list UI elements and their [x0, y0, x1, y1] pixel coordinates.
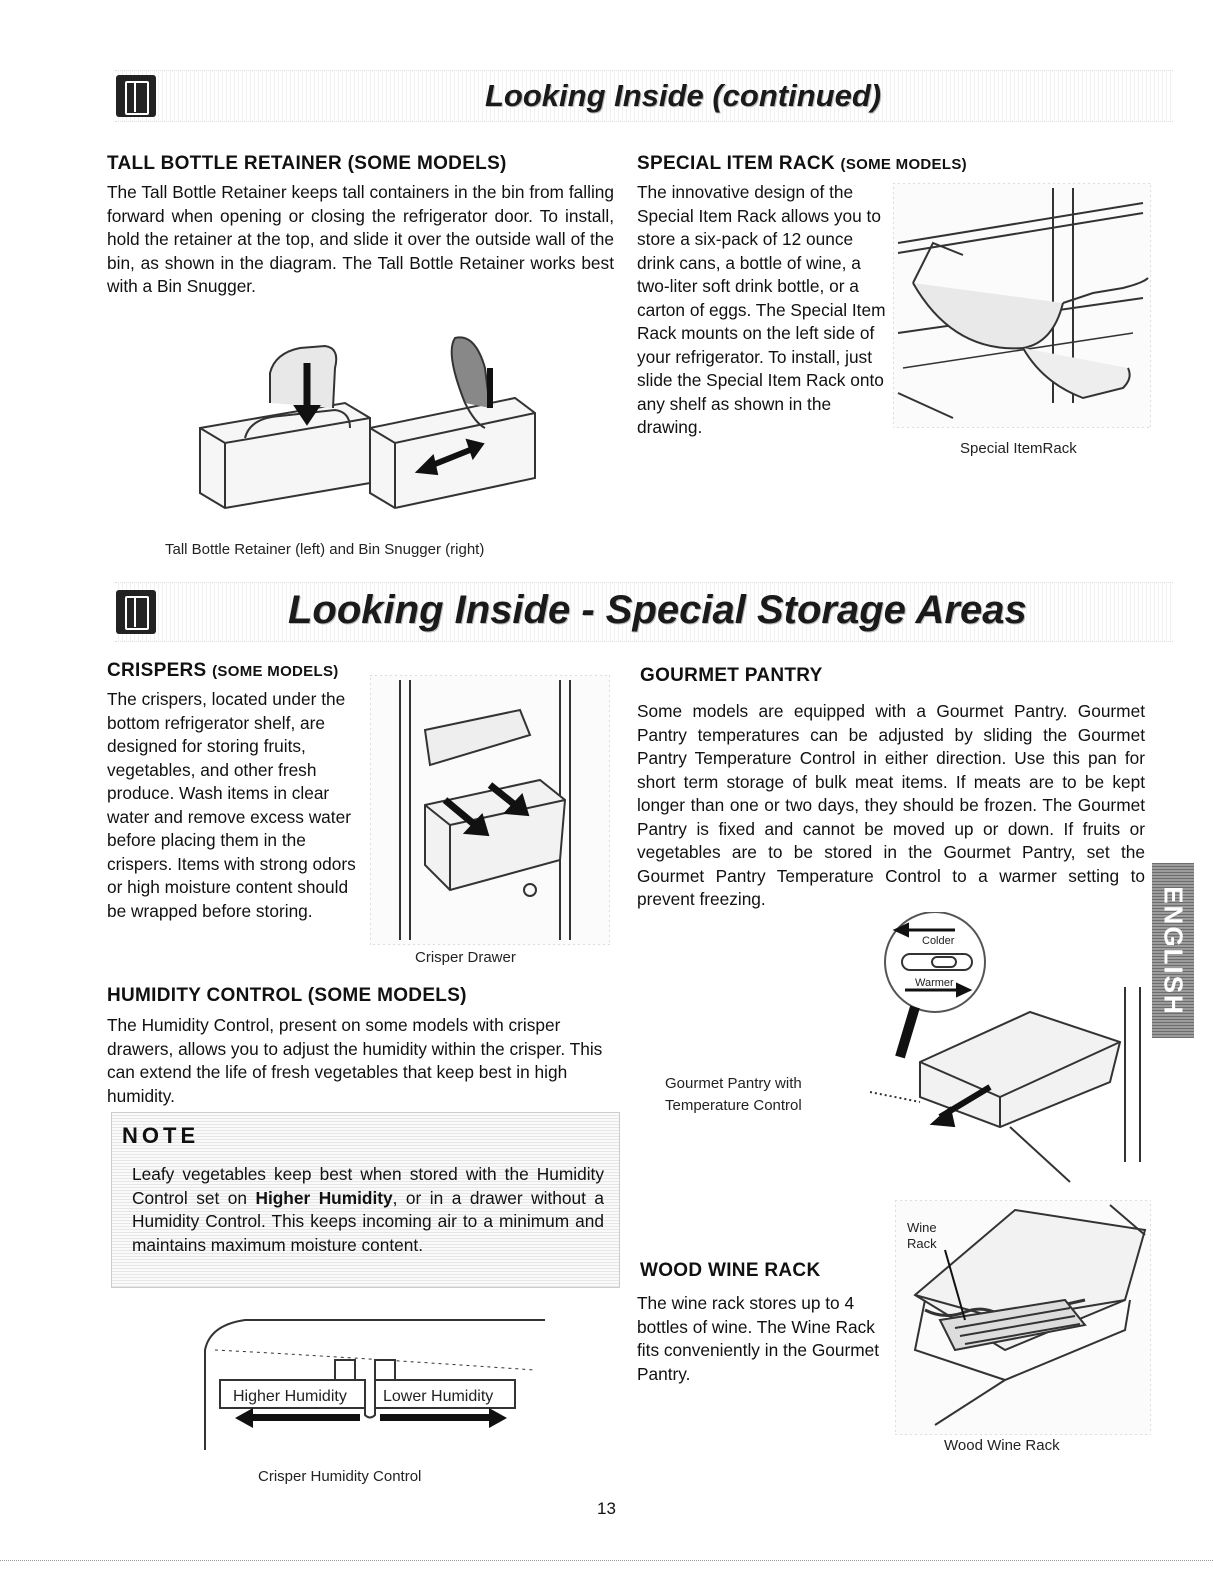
tall-bottle-caption: Tall Bottle Retainer (left) and Bin Snugger (right) — [165, 541, 485, 558]
special-item-rack-caption: Special ItemRack — [960, 440, 1077, 457]
heading-special-item-rack — [637, 153, 967, 175]
humidity-control-text: The Humidity Control, present on some models with crisper drawers, allows you to adjust the humidity within the crisper. This can extend the life of fresh vegetables that keep best in high humidity. — [107, 1015, 603, 1106]
note-text-bold: Higher Humidity — [255, 1187, 393, 1208]
wood-wine-rack-caption: Wood Wine Rack — [944, 1437, 1060, 1454]
heading-crispers — [107, 660, 339, 682]
crispers-text: The crispers, located under the bottom refrigerator shelf, are designed for storing fruits, vegetables, and other fresh produce. Wash items in clear water and remove excess water before placing them in the crispers. Items with strong odors or high moisture content should be wrapped before storing. — [107, 689, 356, 921]
refrigerator-icon-2 — [116, 590, 156, 634]
refrigerator-icon — [116, 75, 156, 117]
wine-label: Wine — [907, 1220, 937, 1235]
note-title: NOTE — [122, 1123, 200, 1148]
section-title-looking-inside-continued: Looking Inside (continued) — [485, 78, 882, 113]
crisper-humidity-control-illustration — [195, 1300, 555, 1450]
bottom-divider — [0, 1560, 1213, 1561]
note-text-after: , or in a drawer without a Humidity Control. This keeps incoming air to a minimum and maintains maximum moisture content. — [132, 1187, 604, 1255]
heading-crispers-suffix: (SOME MODELS) — [212, 663, 339, 680]
language-tab-label: ENGLISH — [1158, 885, 1189, 1016]
heading-tall-bottle-retainer: TALL BOTTLE RETAINER (SOME MODELS) — [107, 153, 507, 174]
heading-gourmet-pantry: GOURMET PANTRY — [640, 665, 823, 686]
wood-wine-rack-illustration — [895, 1200, 1151, 1435]
lower-humidity-label: Lower Humidity — [383, 1388, 494, 1405]
page-number: 13 — [597, 1499, 616, 1518]
special-item-rack-illustration — [893, 183, 1151, 428]
heading-special-item-rack-label: SPECIAL ITEM RACK — [637, 153, 835, 174]
note-box — [111, 1112, 620, 1288]
language-tab — [1152, 863, 1194, 1038]
special-item-rack-text: The innovative design of the Special Item Rack allows you to store a six-pack of 12 ounce drink cans, a bottle of wine, a two-liter soft drink bottle, or a carton of eggs. The Special Item Rack mounts on the left side of your refrigerator. To install, just slide the Special Item Rack onto any shelf as shown in the drawing. — [637, 182, 886, 437]
colder-label: Colder — [922, 935, 955, 947]
warmer-label: Warmer — [915, 977, 954, 989]
heading-crispers-label: CRISPERS — [107, 660, 207, 681]
crisper-humidity-caption: Crisper Humidity Control — [258, 1468, 422, 1485]
wood-wine-rack-text: The wine rack stores up to 4 bottles of wine. The Wine Rack fits conveniently in the Gourmet Pantry. — [637, 1293, 880, 1384]
higher-humidity-label: Higher Humidity — [233, 1388, 347, 1405]
gourmet-pantry-caption-line1: Gourmet Pantry with — [665, 1075, 802, 1092]
rack-label: Rack — [907, 1236, 937, 1251]
crisper-drawer-caption: Crisper Drawer — [415, 949, 516, 966]
note-text — [132, 1163, 604, 1257]
note-text-before: Leafy vegetables keep best when stored with the Humidity Control set on — [132, 1164, 604, 1208]
crisper-drawer-illustration — [370, 675, 610, 945]
heading-special-item-rack-suffix: (SOME MODELS) — [840, 156, 967, 173]
heading-wood-wine-rack: WOOD WINE RACK — [640, 1260, 821, 1281]
tall-bottle-retainer-illustration — [185, 308, 545, 528]
gourmet-pantry-illustration — [860, 912, 1150, 1187]
tall-bottle-text: The Tall Bottle Retainer keeps tall containers in the bin from falling forward when opening or closing the refrigerator door. To install, hold the retainer at the top, and slide it over the outside wall of the bin, as shown in the diagram. The Tall Bottle Retainer works best with a Bin Snugger. — [107, 182, 614, 296]
gourmet-pantry-caption-line2: Temperature Control — [665, 1097, 802, 1114]
gourmet-pantry-text: Some models are equipped with a Gourmet Pantry. Gourmet Pantry temperatures can be adjusted by sliding the Gourmet Pantry Temperature Control in either direction. Use this pan for short term storage of bulk meat items. If meats are to be kept longer than one or two days, they should be frozen. The Gourmet Pantry is fixed and cannot be moved up or down. If fruits or vegetables are to be stored in the Gourmet Pantry, set the Gourmet Pantry Temperature Control to a warmer setting to prevent freezing. — [637, 701, 1145, 909]
section-title-special-storage-areas: Looking Inside - Special Storage Areas — [288, 588, 1027, 632]
heading-humidity-control: HUMIDITY CONTROL (SOME MODELS) — [107, 985, 467, 1006]
